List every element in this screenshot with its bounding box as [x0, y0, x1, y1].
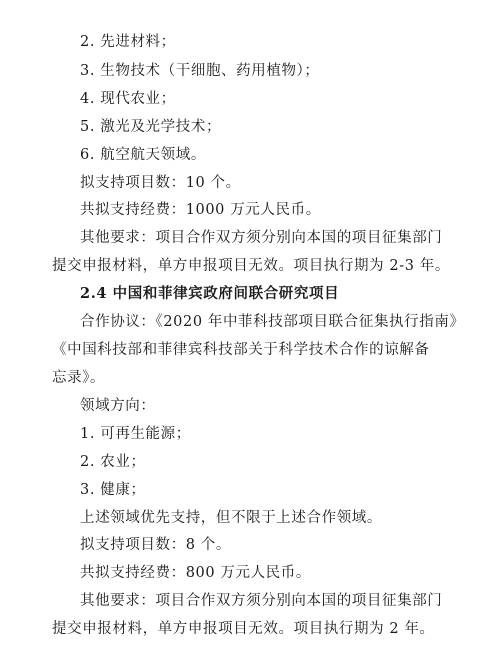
list-item-renewable-energy: 1. 可再生能源；: [80, 426, 191, 442]
priority-note-text: 上述领域优先支持，但不限于上述合作领域。: [80, 510, 382, 526]
list-item-advanced-materials: 2. 先进材料；: [80, 34, 176, 50]
field-direction-label: 领域方向：: [80, 398, 156, 414]
list-item-modern-agriculture: 4. 现代农业；: [80, 91, 176, 107]
list-item-agriculture: 2. 农业；: [80, 454, 146, 470]
section-heading: 2.4 中国和菲律宾政府间联合研究项目: [80, 285, 340, 302]
other-requirements-text: 其他要求：项目合作双方须分别向本国的项目征集部门: [80, 593, 443, 609]
list-item-biotech: 3. 生物技术（干细胞、药用植物）；: [80, 63, 320, 79]
agreement-continued-text: 《中国科技部和菲律宾科技部关于科学技术合作的谅解备: [52, 342, 430, 358]
list-item-laser-optics: 5. 激光及光学技术；: [80, 119, 222, 135]
other-requirements-continued-text: 提交申报材料，单方申报项目无效。项目执行期为 2 年。: [52, 621, 435, 637]
agreement-text: 合作协议：《2020 年中菲科技部项目联合征集执行指南》: [80, 314, 465, 330]
project-count-text: 拟支持项目数：8 个。: [80, 537, 231, 553]
funding-text: 共拟支持经费：800 万元人民币。: [80, 565, 311, 581]
list-item-health: 3. 健康；: [80, 482, 146, 498]
agreement-end-text: 忘录》。: [52, 370, 106, 386]
funding-text: 共拟支持经费：1000 万元人民币。: [80, 202, 321, 218]
list-item-aerospace: 6. 航空航天领域。: [80, 147, 206, 163]
other-requirements-continued-text: 提交申报材料，单方申报项目无效。项目执行期为 2-3 年。: [52, 258, 450, 274]
other-requirements-text: 其他要求：项目合作双方须分别向本国的项目征集部门: [80, 230, 443, 246]
project-count-text: 拟支持项目数：10 个。: [80, 175, 241, 191]
